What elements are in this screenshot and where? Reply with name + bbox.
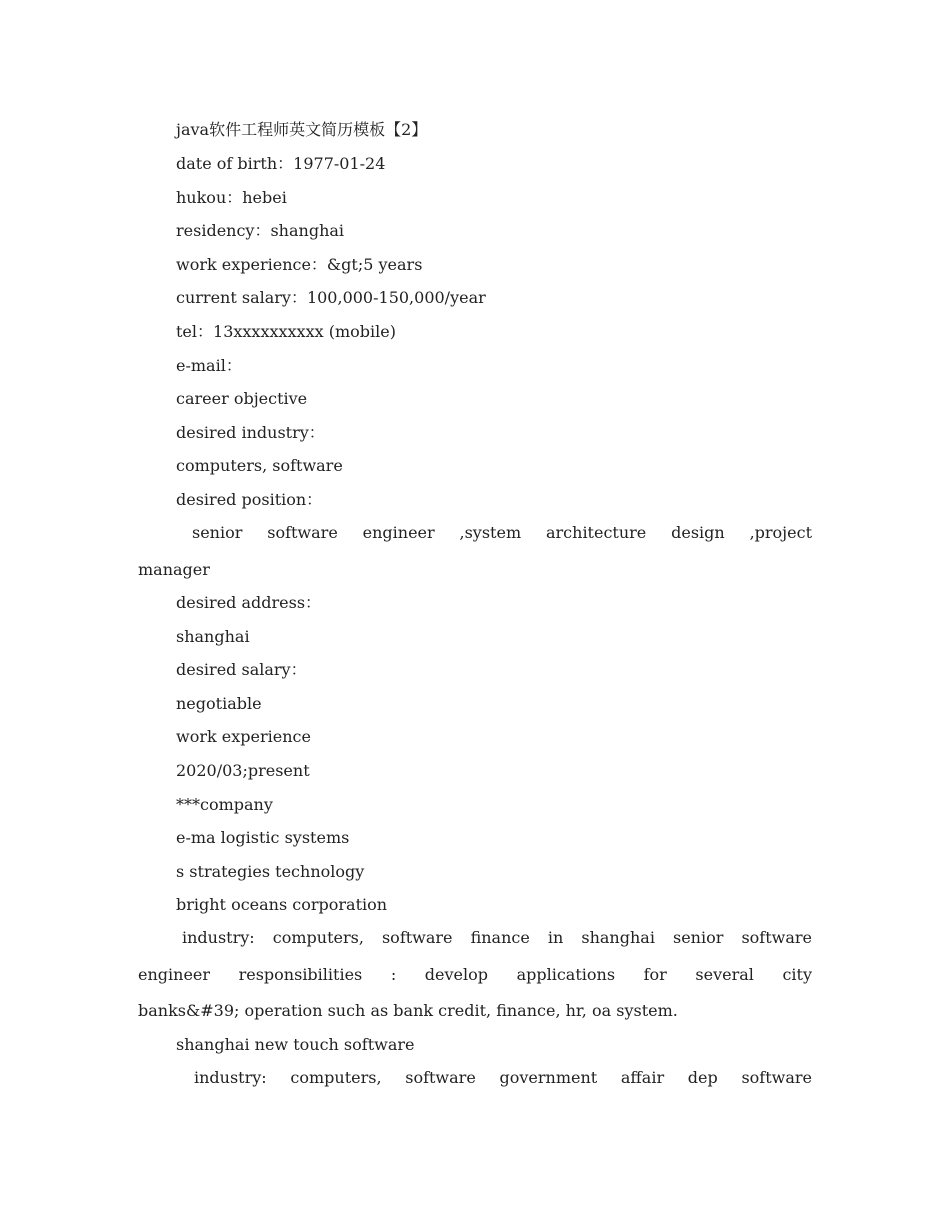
tel-line: tel：13xxxxxxxxxx (mobile) [176, 322, 396, 341]
industry-paragraph-1-line-3: banks&#39; operation such as bank credit, finance, hr, oa system. [138, 1001, 678, 1020]
desired-address-label: desired address： [176, 593, 322, 612]
industry-paragraph-2-line-1: industry: computers, software government affair dep software [194, 1068, 812, 1087]
hukou-line: hukou：hebei [176, 188, 287, 207]
work-experience-years-line: work experience：&gt;5 years [176, 255, 423, 274]
desired-salary-value: negotiable [176, 694, 262, 713]
desired-address-value: shanghai [176, 627, 250, 646]
document-page [138, 0, 812, 1230]
career-objective-heading: career objective [176, 389, 308, 408]
date-of-birth-line: date of birth：1977-01-24 [176, 154, 386, 173]
logistic-systems-line: e-ma logistic systems [176, 828, 350, 847]
company-line: ***company [176, 795, 273, 814]
desired-salary-label: desired salary： [176, 660, 307, 679]
email-line: e-mail： [176, 356, 242, 375]
new-touch-software-line: shanghai new touch software [176, 1035, 415, 1054]
desired-position-line-1: senior software engineer ,system architecture design ,project [192, 523, 812, 542]
desired-position-line-2: manager [138, 559, 210, 579]
desired-industry-value: computers, software [176, 456, 343, 475]
desired-industry-label: desired industry： [176, 423, 325, 442]
work-period-line: 2020/03;present [176, 761, 310, 780]
desired-position-paragraph [138, 515, 812, 588]
residency-line: residency：shanghai [176, 221, 345, 240]
document-title: java软件工程师英文简历模板【2】 [176, 120, 428, 139]
industry-paragraph-1-line-1: industry: computers, software finance in shanghai senior software [182, 928, 812, 947]
industry-paragraph-2 [138, 1060, 812, 1097]
bright-oceans-line: bright oceans corporation [176, 895, 388, 914]
current-salary-line: current salary：100,000-150,000/year [176, 288, 486, 307]
industry-paragraph-1 [138, 920, 812, 1030]
work-experience-heading: work experience [176, 727, 311, 746]
industry-paragraph-1-line-2: engineer responsibilities : develop applications for several city [138, 964, 812, 984]
strategies-technology-line: s strategies technology [176, 862, 365, 881]
desired-position-label: desired position： [176, 490, 323, 509]
